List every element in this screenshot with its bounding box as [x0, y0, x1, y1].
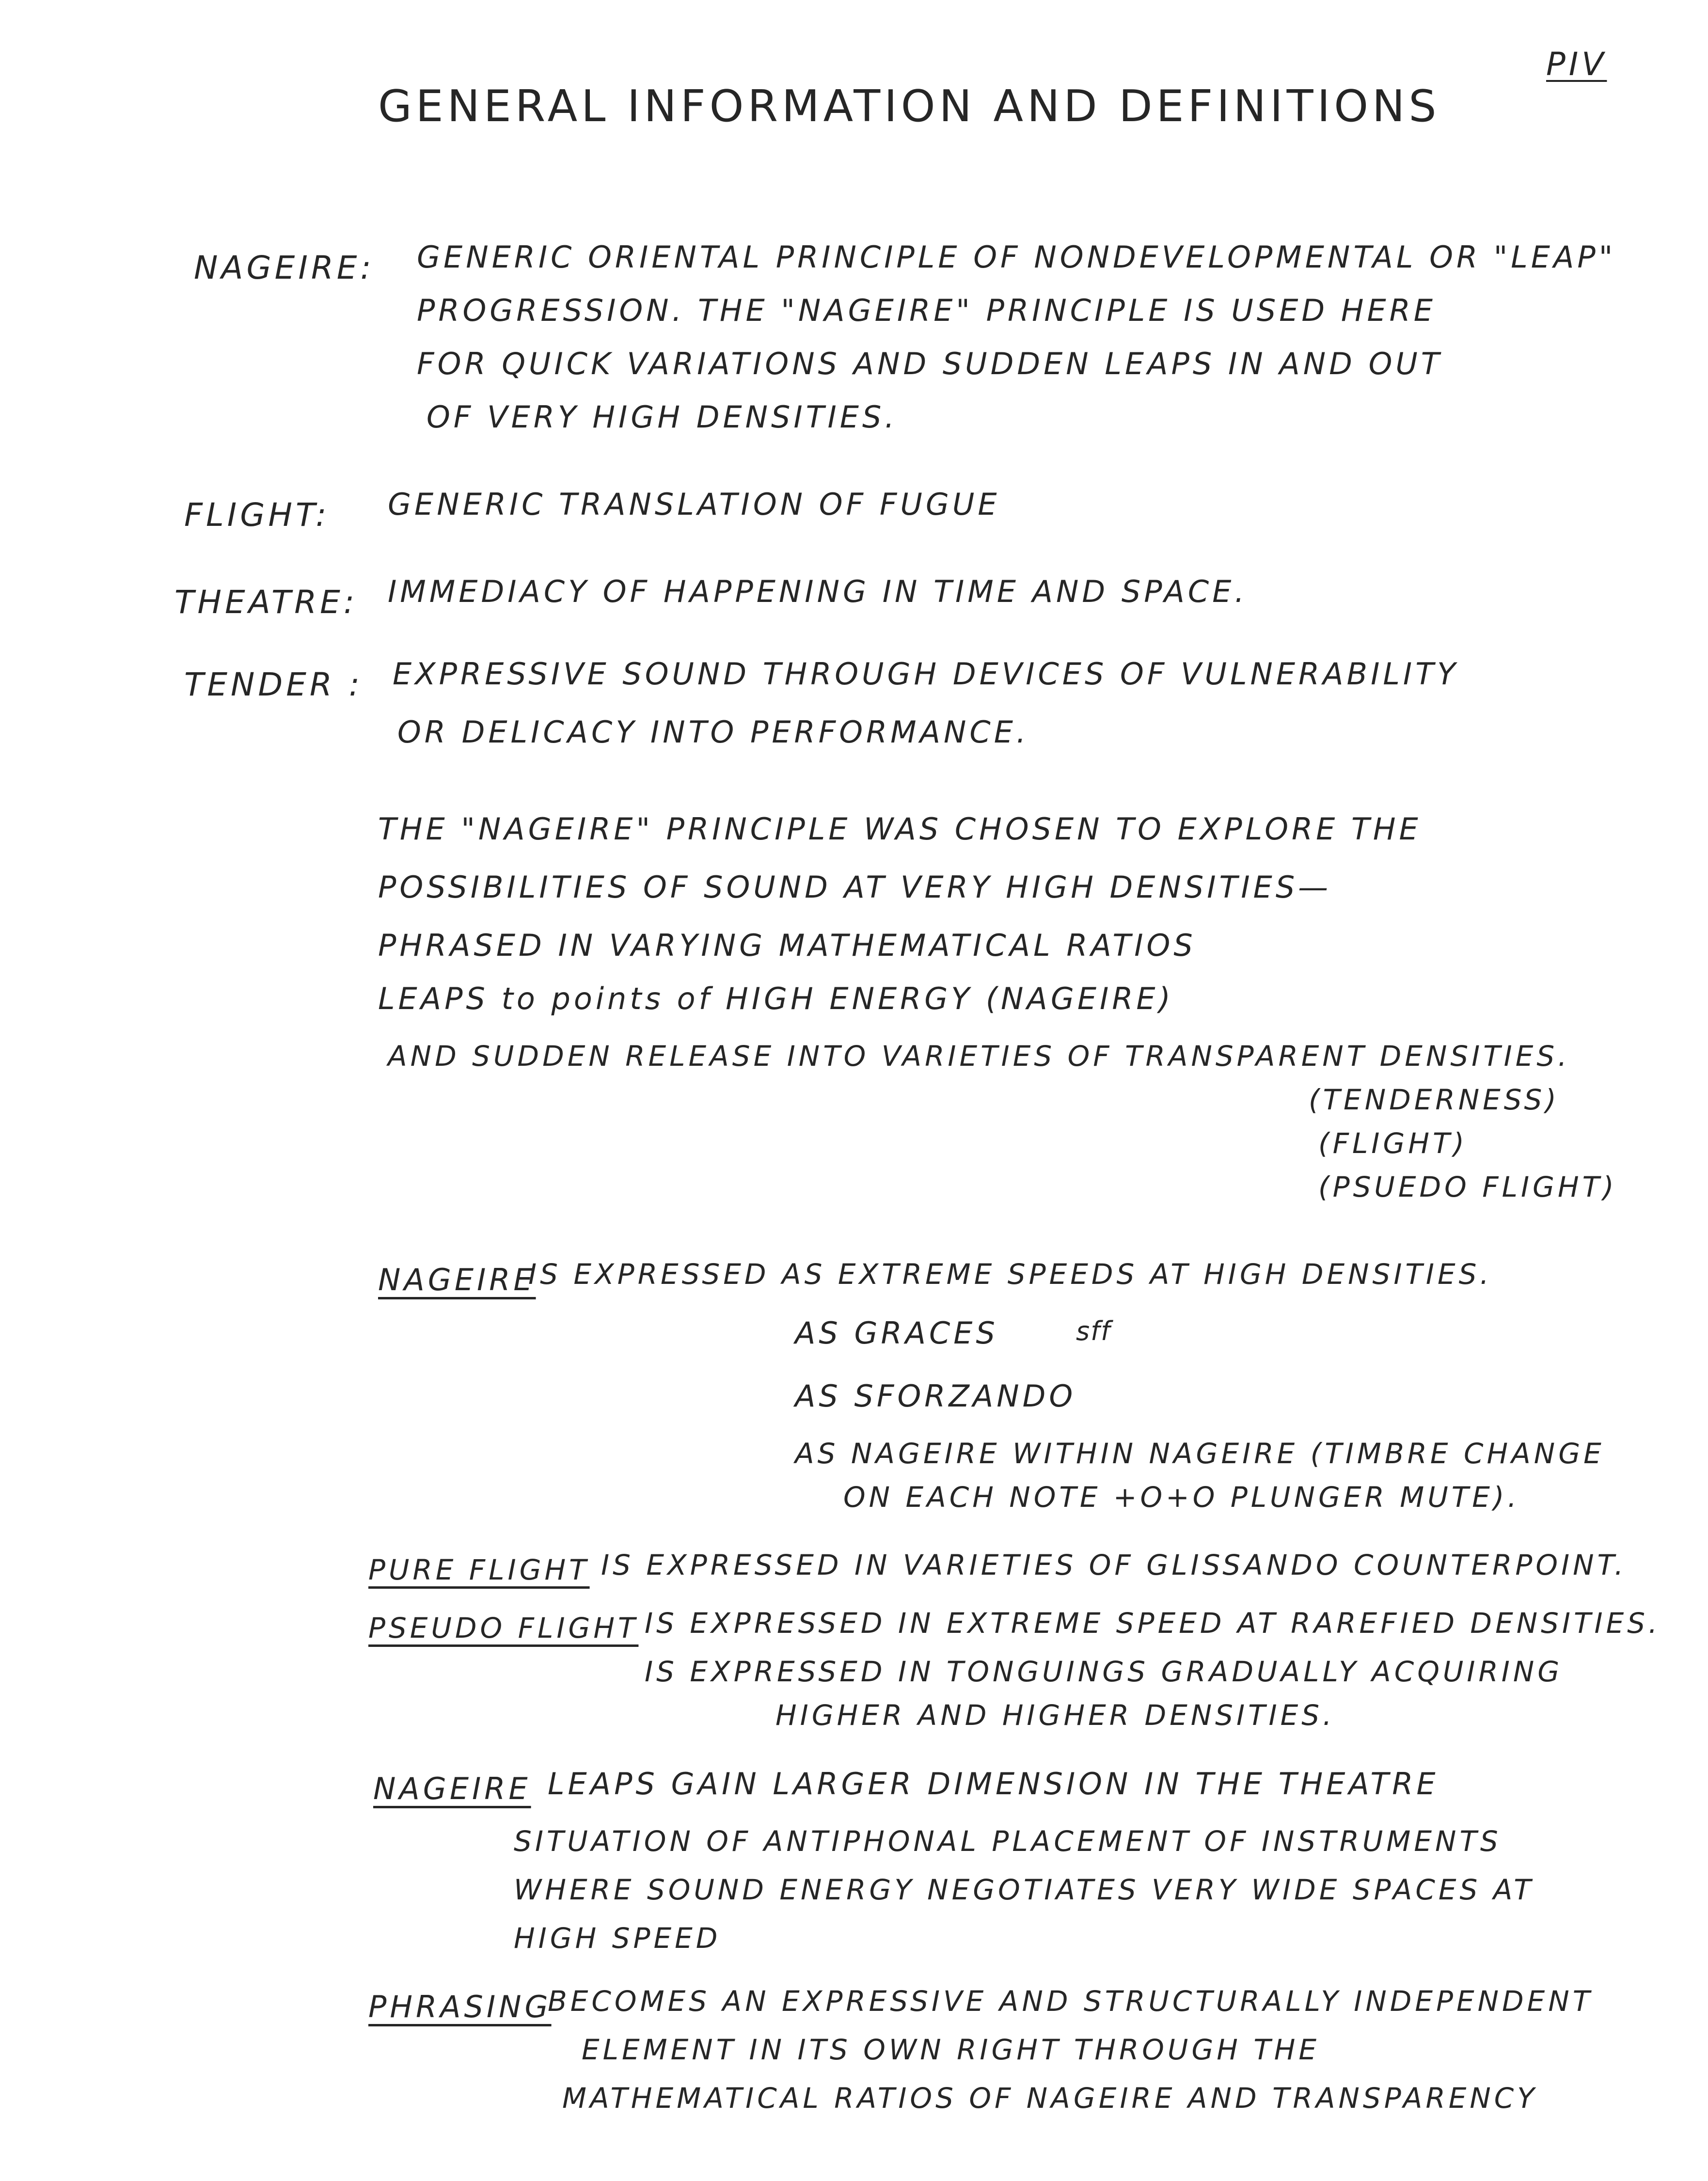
section-sub-line: ON EACH NOTE +O+O PLUNGER MUTE). — [843, 1481, 1520, 1514]
section-sub-line: IS EXPRESSED IN TONGUINGS GRADUALLY ACQUIRING — [645, 1655, 1563, 1688]
paragraph-note: (TENDERNESS) — [1309, 1083, 1560, 1116]
section-sub-line: HIGH SPEED — [514, 1922, 721, 1955]
page-number: PIV — [1546, 46, 1607, 83]
definition-term-tender: TENDER : — [184, 666, 363, 703]
section-sub-line: MATHEMATICAL RATIOS OF NAGEIRE AND TRANSPARENCY — [562, 2082, 1538, 2115]
section-term-phrasing: PHRASING — [368, 1989, 552, 2024]
section-line: IS EXPRESSED AS EXTREME SPEEDS AT HIGH DENSITIES. — [528, 1258, 1492, 1291]
definition-term-nageire: NAGEIRE: — [194, 249, 375, 286]
paragraph-note: (PSUEDO FLIGHT) — [1318, 1170, 1617, 1203]
definition-term-flight: FLIGHT: — [184, 496, 330, 534]
definition-line: EXPRESSIVE SOUND THROUGH DEVICES OF VULNERABILITY — [393, 656, 1459, 692]
definition-line: OR DELICACY INTO PERFORMANCE. — [397, 714, 1029, 750]
section-line: IS EXPRESSED IN VARIETIES OF GLISSANDO COUNTERPOINT. — [601, 1549, 1627, 1581]
section-sub-line: AS NAGEIRE WITHIN NAGEIRE (TIMBRE CHANGE — [795, 1437, 1605, 1470]
paragraph-line: PHRASED IN VARYING MATHEMATICAL RATIOS — [378, 928, 1196, 963]
paragraph-line: LEAPS to points of HIGH ENERGY (NAGEIRE) — [378, 981, 1174, 1016]
definition-line: OF VERY HIGH DENSITIES. — [427, 399, 898, 435]
section-sub-line: WHERE SOUND ENERGY NEGOTIATES VERY WIDE SPACES AT — [514, 1873, 1534, 1906]
section-term-nageire-leaps: NAGEIRE — [373, 1771, 531, 1806]
section-term-nageire: NAGEIRE — [378, 1262, 536, 1297]
paragraph-line: POSSIBILITIES OF SOUND AT VERY HIGH DENSITIES— — [378, 869, 1332, 905]
page-title: GENERAL INFORMATION AND DEFINITIONS — [378, 81, 1440, 132]
definition-term-theatre: THEATRE: — [174, 584, 358, 621]
section-term-pure-flight: PURE FLIGHT — [368, 1553, 590, 1586]
section-term-pseudo-flight: PSEUDO FLIGHT — [368, 1612, 639, 1644]
definition-line: GENERIC TRANSLATION OF FUGUE — [388, 487, 1000, 522]
section-line: BECOMES AN EXPRESSIVE AND STRUCTURALLY INDEPENDENT — [548, 1985, 1594, 2018]
definition-line: PROGRESSION. THE "NAGEIRE" PRINCIPLE IS USED HERE — [417, 293, 1436, 328]
section-sub-line: ELEMENT IN ITS OWN RIGHT THROUGH THE — [582, 2033, 1320, 2066]
section-sub-line: AS GRACES — [795, 1315, 998, 1351]
section-line: IS EXPRESSED IN EXTREME SPEED AT RAREFIED DENSITIES. — [645, 1607, 1661, 1640]
definition-line: GENERIC ORIENTAL PRINCIPLE OF NONDEVELOPMENTAL OR "LEAP" — [417, 239, 1616, 275]
paragraph-note: (FLIGHT) — [1318, 1127, 1468, 1160]
definition-line: IMMEDIACY OF HAPPENING IN TIME AND SPACE. — [388, 574, 1248, 609]
section-line: LEAPS GAIN LARGER DIMENSION IN THE THEATRE — [548, 1766, 1439, 1802]
section-sub-line: SITUATION OF ANTIPHONAL PLACEMENT OF INSTRUMENTS — [514, 1825, 1502, 1858]
definition-line: FOR QUICK VARIATIONS AND SUDDEN LEAPS IN AND OUT — [417, 346, 1443, 381]
paragraph-line: THE "NAGEIRE" PRINCIPLE WAS CHOSEN TO EXPLORE THE — [378, 811, 1422, 847]
section-sub-line: HIGHER AND HIGHER DENSITIES. — [775, 1699, 1335, 1732]
grace-symbol: sff — [1076, 1316, 1111, 1346]
section-sub-line: AS SFORZANDO — [795, 1378, 1076, 1414]
paragraph-line: AND SUDDEN RELEASE INTO VARIETIES OF TRANSPARENT DENSITIES. — [388, 1040, 1570, 1073]
